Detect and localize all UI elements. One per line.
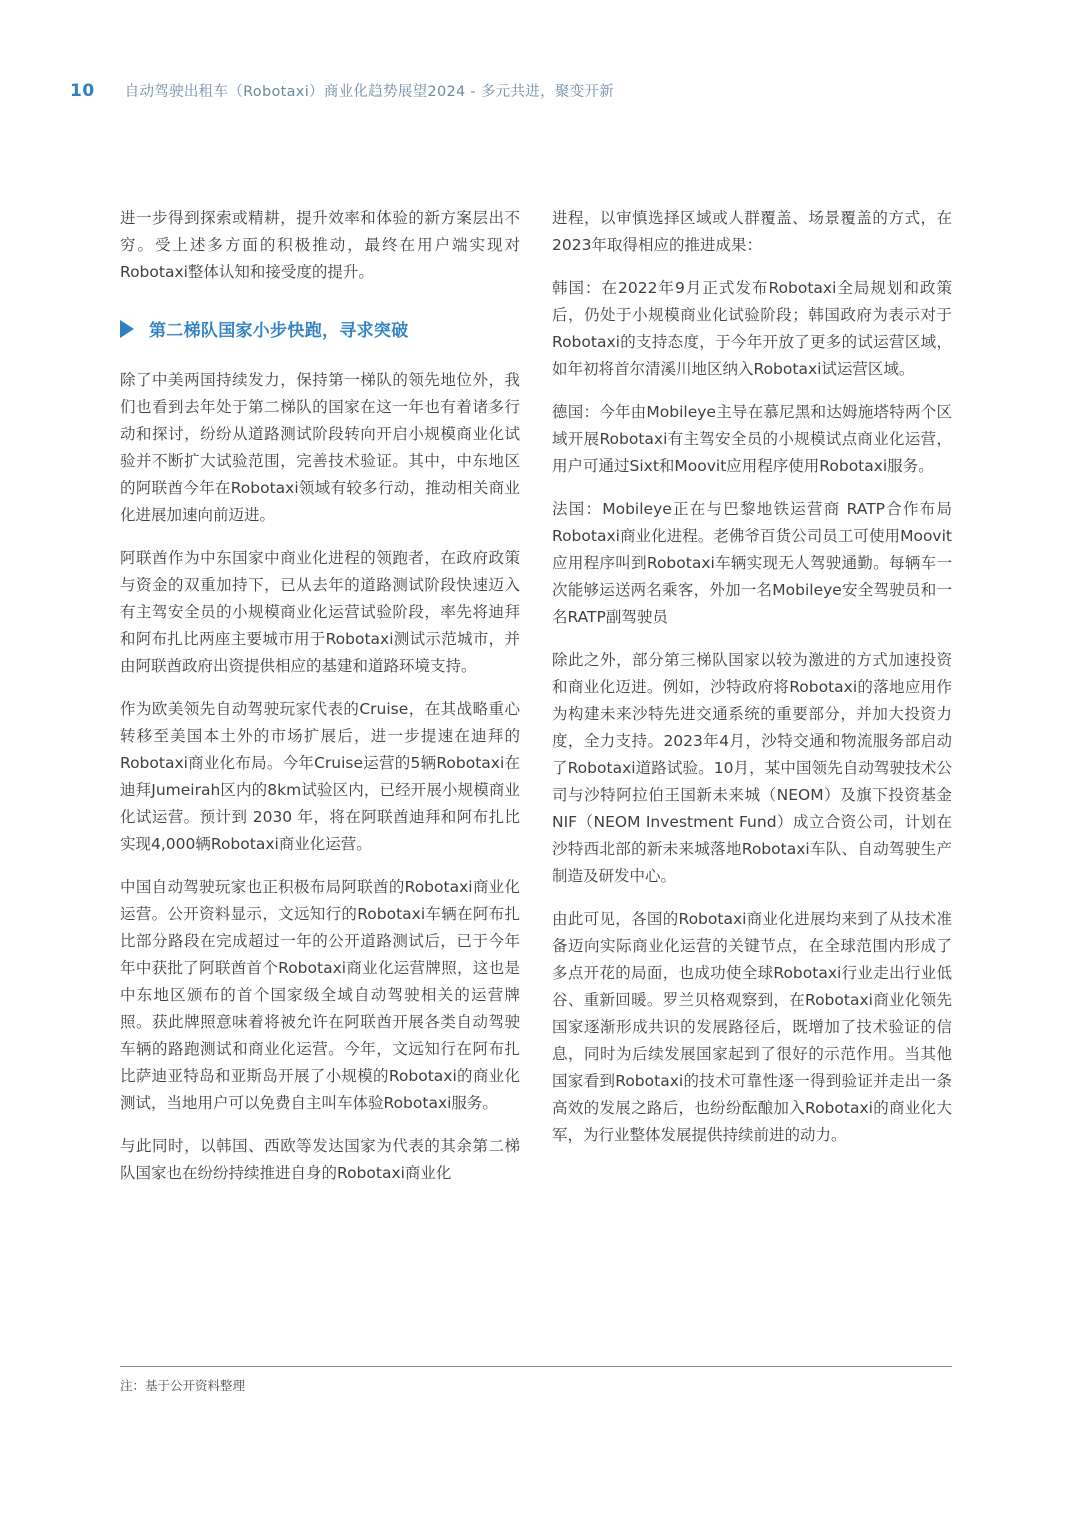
paragraph: 中国自动驾驶玩家也正积极布局阿联酋的Robotaxi商业化运营。公开资料显示，文远知行的Robotaxi车辆在阿布扎比部分路段在完成超过一年的公开道路测试后，已于今年年中获批了阿联酋首个Robotaxi商业化运营牌照，这也是中东地区颁布的首个国家级全域自动驾驶相关的运营牌照。获此牌照意味着将被允许在阿联酋开展各类自动驾驶车辆的路跑测试和商业化运营。今年，文远知行在阿布扎比萨迪亚特岛和亚斯岛开展了小规模的Robotaxi的商业化测试，当地用户可以免费自主叫车体验Robotaxi服务。 [120, 878, 520, 1112]
paragraph: 作为欧美领先自动驾驶玩家代表的Cruise，在其战略重心转移至美国本土外的市场扩展后，进一步提速在迪拜的Robotaxi商业化布局。今年Cruise运营的5辆Robotaxi在迪拜Jumeirah区内的8km试验区内，已经开展小规模商业化试运营。预计到 2030 年，将在阿联酋迪拜和阿布扎比实现4,000辆Robotaxi商业化运营。 [120, 700, 520, 853]
page-footer [120, 1366, 952, 1394]
paragraph: 与此同时，以韩国、西欧等发达国家为代表的其余第二梯队国家也在纷纷持续推进自身的Robotaxi商业化 [120, 1137, 520, 1182]
paragraph: 法国：Mobileye正在与巴黎地铁运营商 RATP合作布局Robotaxi商业化进程。老佛爷百货公司员工可使用Moovit应用程序叫到Robotaxi车辆实现无人驾驶通勤。每辆车一次能够运送两名乘客，外加一名Mobileye安全驾驶员和一名RATP副驾驶员 [552, 500, 952, 626]
right-column [552, 205, 952, 1203]
paragraph: 进程，以审慎选择区域或人群覆盖、场景覆盖的方式，在2023年取得相应的推进成果： [552, 209, 952, 254]
paragraph: 进一步得到探索或精耕，提升效率和体验的新方案层出不穷。受上述多方面的积极推动，最终在用户端实现对Robotaxi整体认知和接受度的提升。 [120, 209, 520, 281]
triangle-marker-icon [120, 320, 134, 338]
section-heading [120, 316, 520, 341]
footer-note: 注：基于公开资料整理 [120, 1378, 246, 1393]
paragraph: 阿联酋作为中东国家中商业化进程的领跑者，在政府政策与资金的双重加持下，已从去年的道路测试阶段快速迈入有主驾安全员的小规模商业化运营试验阶段，率先将迪拜和阿布扎比两座主要城市用于Robotaxi测试示范城市，并由阿联酋政府出资提供相应的基建和道路环境支持。 [120, 549, 520, 675]
paragraph: 韩国：在2022年9月正式发布Robotaxi全局规划和政策后，仍处于小规模商业化试验阶段；韩国政府为表示对于Robotaxi的支持态度，于今年开放了更多的试运营区域，如年初将首尔清溪川地区纳入Robotaxi试运营区域。 [552, 279, 952, 378]
paragraph: 除此之外，部分第三梯队国家以较为激进的方式加速投资和商业化迈进。例如，沙特政府将Robotaxi的落地应用作为构建未来沙特先进交通系统的重要部分，并加大投资力度，全力支持。2023年4月，沙特交通和物流服务部启动了Robotaxi道路试验。10月，某中国领先自动驾驶技术公司与沙特阿拉伯王国新未来城（NEOM）及旗下投资基金NIF（NEOM Investment Fund）成立合资公司，计划在沙特西北部的新未来城落地Robotaxi车队、自动驾驶生产制造及研发中心。 [552, 651, 952, 885]
page-number: 10 [70, 81, 95, 101]
paragraph: 由此可见，各国的Robotaxi商业化进展均来到了从技术准备迈向实际商业化运营的关键节点，在全球范围内形成了多点开花的局面，也成功使全球Robotaxi行业走出行业低谷、重新回暖。罗兰贝格观察到，在Robotaxi商业化领先国家逐渐形成共识的发展路径后，既增加了技术验证的信息，同时为后续发展国家起到了很好的示范作用。当其他国家看到Robotaxi的技术可靠性逐一得到验证并走出一条高效的发展之路后，也纷纷酝酿加入Robotaxi的商业化大军，为行业整体发展提供持续前进的动力。 [552, 910, 952, 1144]
paragraph: 德国：今年由Mobileye主导在慕尼黑和达姆施塔特两个区域开展Robotaxi有主驾安全员的小规模试点商业化运营，用户可通过Sixt和Moovit应用程序使用Robotaxi服务。 [552, 403, 952, 475]
section-heading-text: 第二梯队国家小步快跑，寻求突破 [149, 321, 409, 341]
page-content [120, 205, 952, 1203]
paragraph: 除了中美两国持续发力，保持第一梯队的领先地位外，我们也看到去年处于第二梯队的国家在这一年也有着诸多行动和探讨，纷纷从道路测试阶段转向开启小规模商业化试验并不断扩大试验范围，完善技术验证。其中，中东地区的阿联酋今年在Robotaxi领域有较多行动，推动相关商业化进展加速向前迈进。 [120, 371, 520, 524]
document-title: 自动驾驶出租车（Robotaxi）商业化趋势展望2024 - 多元共进，聚变开新 [124, 84, 615, 100]
left-column [120, 205, 520, 1203]
page-header [70, 80, 1010, 101]
